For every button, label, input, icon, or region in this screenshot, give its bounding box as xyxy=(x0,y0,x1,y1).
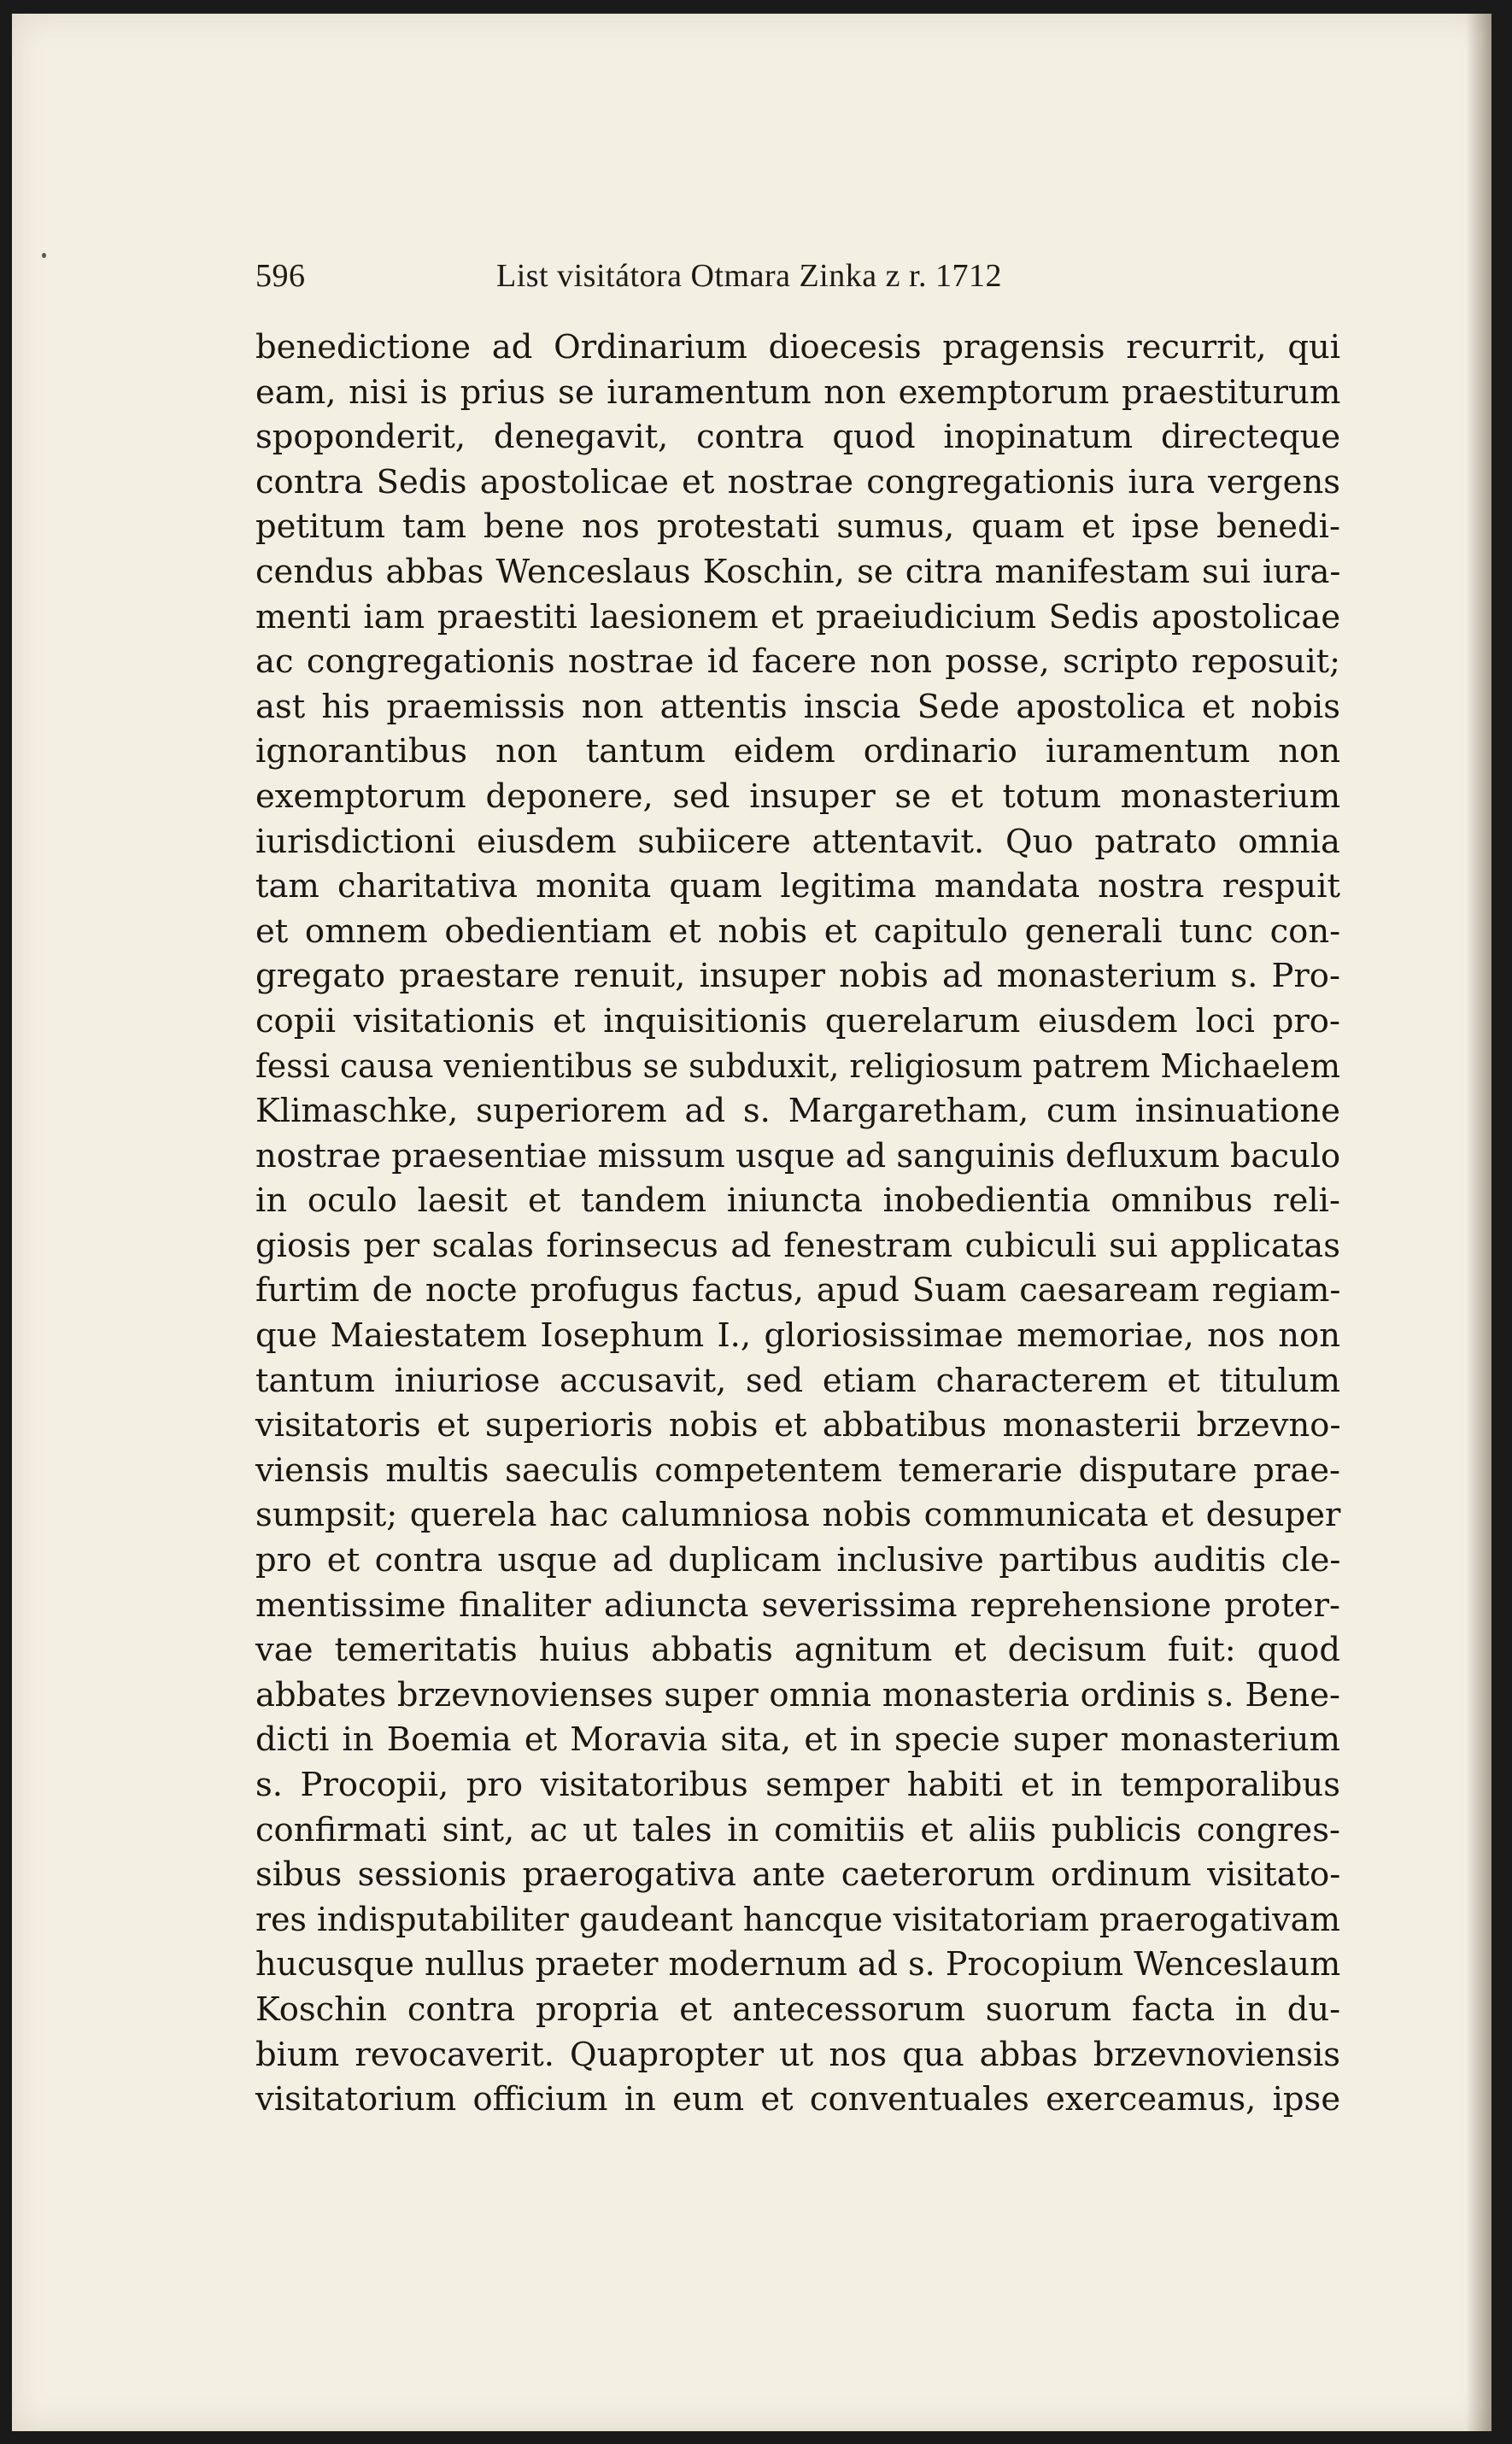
page-edge-shadow xyxy=(1466,14,1491,2431)
text-line: res indisputabiliter gaudeant hancque visitatoriam praerogativam xyxy=(255,1900,1341,1939)
text-line: visitatorium officium in eum et conventuales exerceamus, ipse xyxy=(255,2080,1341,2119)
text-line: iurisdictioni eiusdem subiicere attentavit. Quo patrato omnia xyxy=(255,822,1340,861)
text-line: que Maiestatem Iosephum I., gloriosissimae memoriae, nos non xyxy=(255,1316,1340,1356)
text-line: tam charitativa monita quam legitima mandata nostra respuit xyxy=(255,867,1340,906)
text-line: Koschin contra propria et antecessorum suorum facta in du- xyxy=(255,1990,1341,2029)
text-line: mentissime finaliter adiuncta severissima reprehensione proter- xyxy=(255,1585,1340,1625)
text-line: sibus sessionis praerogativa ante caeterorum ordinum visitato- xyxy=(255,1855,1341,1895)
text-line: copii visitationis et inquisitionis querelarum eiusdem loci pro- xyxy=(255,1001,1340,1040)
running-title: List visitátora Otmara Zinka z r. 1712 xyxy=(496,258,1003,294)
text-line: spoponderit, denegavit, contra quod inopinatum directeque xyxy=(255,418,1341,457)
scan-speck xyxy=(42,253,46,258)
text-line: fessi causa venientibus se subduxit, religiosum patrem Michaelem xyxy=(255,1046,1341,1086)
text-line: gregato praestare renuit, insuper nobis ad monasterium s. Pro- xyxy=(255,957,1340,996)
text-line: tantum iniuriose accusavit, sed etiam characterem et titulum xyxy=(255,1361,1341,1400)
text-line: Klimaschke, superiorem ad s. Margaretham, cum insinuatione xyxy=(255,1092,1340,1131)
text-line: dicti in Boemia et Moravia sita, et in specie super monasterium xyxy=(255,1720,1340,1760)
text-line: eam, nisi is prius se iuramentum non exemptorum praestiturum xyxy=(255,372,1341,412)
text-line: ast his praemissis non attentis inscia Sede apostolica et nobis xyxy=(255,687,1340,726)
text-line: abbates brzevnovienses super omnia monasteria ordinis s. Bene- xyxy=(255,1675,1340,1714)
text-line: ac congregationis nostrae id facere non posse, scripto reposuit; xyxy=(255,642,1341,682)
text-line: menti iam praestiti laesionem et praeiudicium Sedis apostolicae xyxy=(255,597,1341,636)
text-line: exemptorum deponere, sed insuper se et totum monasterium xyxy=(255,777,1341,816)
running-header xyxy=(255,257,1349,302)
body-text xyxy=(255,325,1340,2123)
text-line: petitum tam bene nos protestati sumus, quam et ipse benedi- xyxy=(255,507,1340,547)
text-line: contra Sedis apostolicae et nostrae congregationis iura vergens xyxy=(255,462,1340,501)
text-line: visitatoris et superioris nobis et abbatibus monasterii brzevno- xyxy=(255,1406,1341,1445)
text-line: furtim de nocte profugus factus, apud Suam caesaream regiam- xyxy=(255,1271,1341,1310)
text-line: ignorantibus non tantum eidem ordinario iuramentum non xyxy=(255,732,1340,771)
text-line: giosis per scalas forinsecus ad fenestram cubiculi sui applicatas xyxy=(255,1226,1340,1265)
text-line: et omnem obedientiam et nobis et capitulo generali tunc con- xyxy=(255,911,1341,951)
text-line: benedictione ad Ordinarium dioecesis pragensis recurrit, qui xyxy=(255,328,1341,366)
text-line: pro et contra usque ad duplicam inclusive partibus auditis cle- xyxy=(255,1541,1341,1580)
text-line: cendus abbas Wenceslaus Koschin, se citra manifestam sui iura- xyxy=(255,552,1341,591)
scanned-page xyxy=(12,14,1491,2431)
text-line: confirmati sint, ac ut tales in comitiis et aliis publicis congres- xyxy=(255,1810,1340,1849)
page-number: 596 xyxy=(255,258,306,294)
text-line: vae temeritatis huius abbatis agnitum et decisum fuit: quod xyxy=(255,1631,1340,1670)
text-line: nostrae praesentiae missum usque ad sanguinis defluxum baculo xyxy=(255,1136,1341,1175)
text-line: viensis multis saeculis competentem temerarie disputare prae- xyxy=(255,1451,1340,1490)
text-line: hucusque nullus praeter modernum ad s. Procopium Wenceslaum xyxy=(255,1945,1341,1984)
text-line: in oculo laesit et tandem iniuncta inobedientia omnibus reli- xyxy=(255,1181,1340,1221)
text-line: s. Procopii, pro visitatoribus semper habiti et in temporalibus xyxy=(255,1766,1340,1804)
text-line: bium revocaverit. Quapropter ut nos qua abbas brzevnoviensis xyxy=(255,2035,1341,2074)
text-line: sumpsit; querela hac calumniosa nobis communicata et desuper xyxy=(255,1496,1341,1535)
